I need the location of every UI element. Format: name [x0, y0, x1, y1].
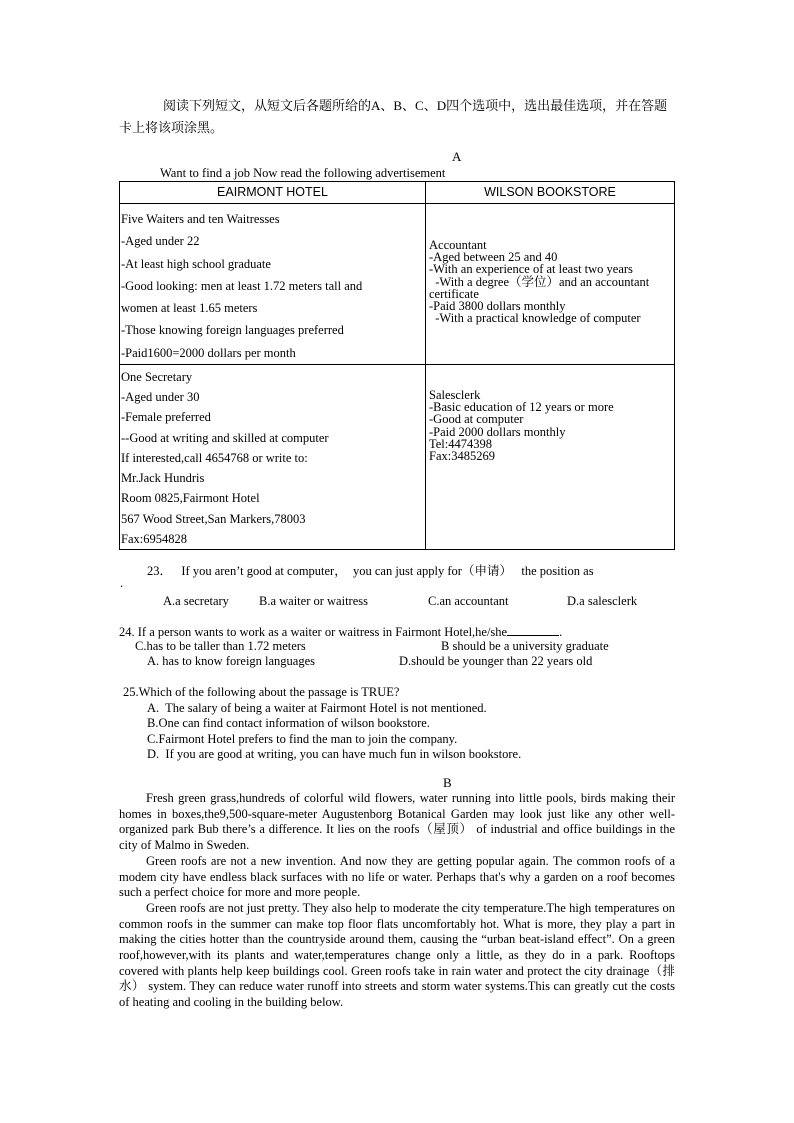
ad-line: Accountant [429, 238, 487, 252]
answer-blank [507, 625, 559, 636]
ad-line: -Paid 3800 dollars monthly [429, 299, 566, 314]
job-ads-table [119, 181, 675, 550]
ad-line: Tel:4474398 [429, 436, 493, 451]
ad-line: One Secretary [121, 370, 193, 385]
q25-option-c[interactable]: C.Fairmont Hotel prefers to find the man to join the company. [147, 732, 458, 746]
passage-paragraph: Green roofs are not a new invention. And now they are getting popular again. The common roofs of a modem city have endless black surfaces with no life or water. Perhaps that's why a garden on a roof becomes such a perfect choice for more and more people. [119, 853, 675, 900]
table-row [120, 204, 675, 365]
ad-line: -Good at computer [429, 412, 524, 427]
ad-line: -Good looking: men at least 1.72 meters tall and [121, 278, 363, 293]
ad-line: certificate [429, 286, 479, 301]
question-24-stem: 24. If a person wants to work as a waiter or waitress in Fairmont Hotel,he/she . [119, 625, 563, 639]
q24-option-b[interactable]: B should be a university graduate [441, 639, 609, 653]
table-row [120, 365, 675, 550]
q25-option-b[interactable]: B.One can find contact information of wilson bookstore. [147, 716, 430, 730]
accountant-ad-cell [426, 204, 675, 365]
advertisement-intro: Want to find a job Now read the following advertisement [160, 166, 446, 180]
ad-line: -Those knowing foreign languages preferred [121, 323, 344, 338]
q23-option-c[interactable]: C.an accountant [428, 594, 509, 608]
ad-line: Fax:6954828 [121, 531, 187, 546]
header-fairmont-hotel: EAIRMONT HOTEL [120, 182, 426, 204]
ad-line: -With a practical knowledge of computer [429, 311, 641, 326]
ad-line: -With an experience of at least two years [429, 262, 633, 277]
salesclerk-ad-cell [426, 365, 675, 550]
passage-paragraph: Green roofs are not just pretty. They also help to moderate the city temperature.The high temperatures on common roofs in the summer can make top floor flats uncomfortably hot. What is more, they play a part in making the cities hotter than the countryside around them, causing the “urban beat-island effect”. On a green roof,however,with its plants and water,temperatures change only a little, as they do in a park. Rooftops covered with plants help keep buildings cool. Green roofs take in rain water and protect the city drainage（排水） system. They can reduce water runoff into streets and storm water systems.This can greatly cut the costs of heating and cooling in the building below. [119, 900, 675, 1010]
table-header-row [120, 182, 675, 204]
question-24-text: 24. If a person wants to work as a waiter or waitress in Fairmont Hotel,he/she [119, 625, 508, 639]
ad-line: Mr.Jack Hundris [121, 471, 205, 486]
passage-paragraph: Fresh green grass,hundreds of colorful wild flowers, water running into little pools, birds making their homes in boxes,the9,500-square-meter Augustenborg Botanical Garden may look just like any other well-organized park Bub there’s a difference. It lies on the roofs（屋顶） of industrial and office buildings in the city of Malmo in Sweden. [119, 791, 675, 853]
header-wilson-bookstore: WILSON BOOKSTORE [426, 182, 675, 204]
q24-option-c[interactable]: C.has to be taller than 1.72 meters [135, 639, 306, 653]
section-b-label: B [443, 775, 452, 790]
q24-option-d[interactable]: D.should be younger than 22 years old [399, 654, 593, 668]
ad-line: If interested,call 4654768 or write to: [121, 450, 308, 465]
q23-option-d[interactable]: D.a salesclerk [567, 594, 638, 608]
ad-line: 567 Wood Street,San Markers,78003 [121, 511, 306, 526]
ad-line: Room 0825,Fairmont Hotel [121, 491, 260, 506]
question-25-stem: 25.Which of the following about the passage is TRUE? [123, 685, 400, 699]
ad-line: Salesclerk [429, 388, 481, 403]
passage-b [119, 791, 675, 1011]
question-23-stem-end: . [120, 576, 124, 590]
ad-line: -Aged under 30 [121, 390, 200, 405]
question-23-stem: 23． If you aren’t good at computer， you can just apply for（申请） the position as [147, 564, 594, 578]
q25-option-d[interactable]: D. If you are good at writing, you can have much fun in wilson bookstore. [147, 747, 522, 761]
ad-line: -Paid1600=2000 dollars per month [121, 345, 296, 360]
q24-option-a[interactable]: A. has to know foreign languages [147, 654, 316, 668]
ad-line: Five Waiters and ten Waitresses [121, 212, 280, 226]
ad-line: -Aged between 25 and 40 [429, 250, 558, 265]
ad-line: -With a degree（学位）and an accountant [429, 274, 650, 289]
section-a-label: A [452, 149, 462, 164]
secretary-ad-cell [120, 365, 426, 550]
ad-line: women at least 1.65 meters [121, 301, 258, 316]
q25-option-a[interactable]: A. The salary of being a waiter at Fairmont Hotel is not mentioned. [147, 701, 487, 715]
q23-option-b[interactable]: B.a waiter or waitress [259, 594, 368, 608]
ad-line: Fax:3485269 [429, 449, 495, 464]
ad-line: --Good at writing and skilled at computer [121, 430, 329, 445]
waiters-ad-cell [120, 204, 426, 365]
ad-line: -Paid 2000 dollars monthly [429, 424, 566, 439]
instructions: 阅读下列短文，从短文后各题所给的A、B、C、D四个选项中，选出最佳选项，并在答题卡上将该项涂黑。 [119, 98, 668, 135]
ad-line: -Basic education of 12 years or more [429, 400, 614, 415]
q23-option-a[interactable]: A.a secretary [163, 594, 229, 608]
ad-line: -At least high school graduate [121, 256, 271, 271]
ad-line: -Female preferred [121, 410, 211, 425]
ad-line: -Aged under 22 [121, 234, 200, 249]
